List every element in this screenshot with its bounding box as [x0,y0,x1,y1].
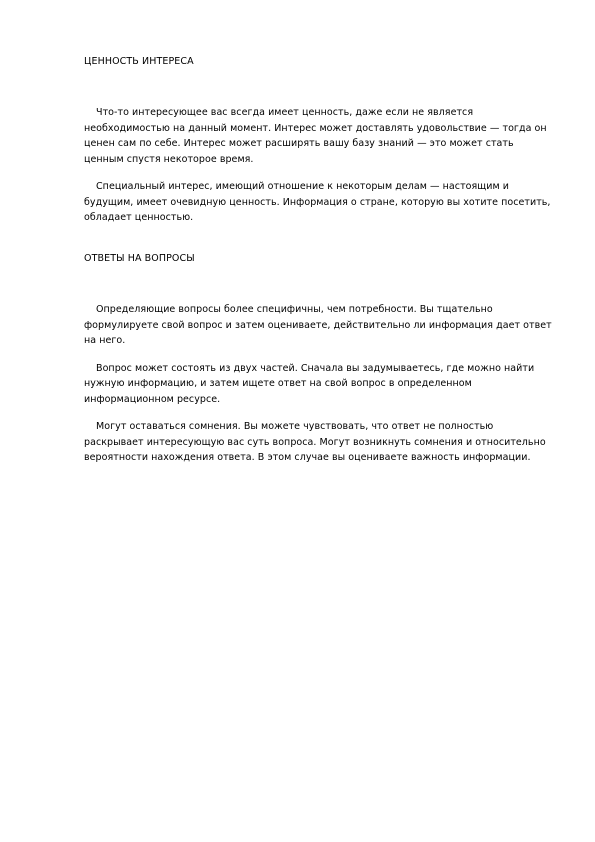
paragraph: Специальный интерес, имеющий отношение к некоторым делам — настоящим и будущим, имеет очевидную ценность. Информация о стране, которую вы хотите посетить, обладает ценностью. [84,181,551,223]
section-title: ОТВЕТЫ НА ВОПРОСЫ [84,253,195,264]
section-heading-answers-to-questions [84,253,554,265]
section-heading-value-of-interest [84,56,554,68]
section-body-answers-to-questions [84,302,554,478]
paragraph: Определяющие вопросы более специфичны, чем потребности. Вы тщательно формулируете свой вопрос и затем оцениваете, действительно ли информация дает ответ на него. [84,304,552,346]
paragraph: Вопрос может состоять из двух частей. Сначала вы задумываетесь, где можно найти нужную информацию, и затем ищете ответ на свой вопрос в определенном информационном ресурсе. [84,362,535,405]
section-title: ЦЕННОСТЬ ИНТЕРЕСА [84,56,194,67]
paragraph: Могут оставаться сомнения. Вы можете чувствовать, что ответ не полностью раскрывает интересующую вас суть вопроса. Могут возникнуть сомнения и относительно вероятности нахождения ответа. В этом случае вы оцениваете важность информации. [84,421,546,463]
paragraph: Что-то интересующее вас всегда имеет ценность, даже если не является необходимостью на данный момент. Интерес может доставлять удовольствие — тогда он ценен сам по себе. Интерес может расширять вашу базу знаний — это может стать ценным спустя некоторое время. [84,107,547,165]
section-body-value-of-interest [84,105,554,238]
